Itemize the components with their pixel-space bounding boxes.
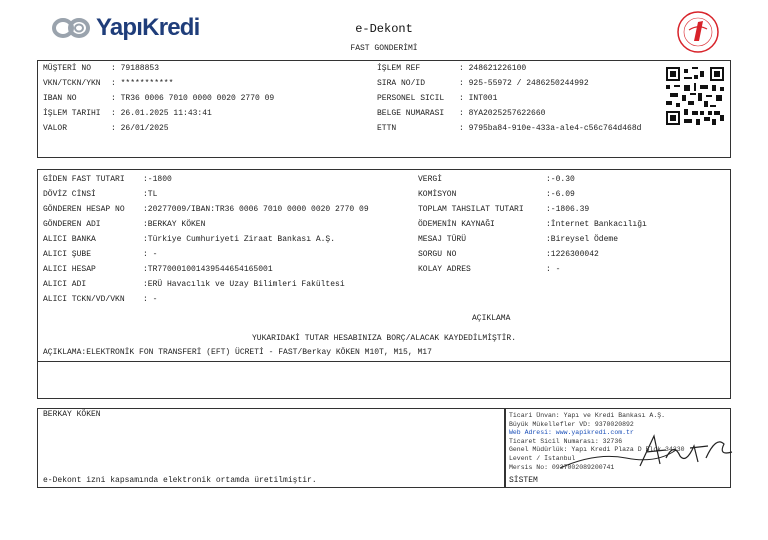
company-info-line[interactable]: Web Adresi: www.yapikredi.com.tr: [509, 429, 634, 437]
field-value: :1226300042: [546, 250, 599, 259]
field-row: [43, 190, 157, 200]
field-row: [43, 235, 335, 245]
field-label: TOPLAM TAHSILAT TUTARI: [418, 205, 524, 214]
field-row: [418, 250, 599, 260]
field-value: : INT001: [459, 94, 498, 103]
field-label: MÜŞTERİ NO: [43, 64, 92, 73]
field-row: [43, 94, 274, 104]
record-note: YUKARIDAKİ TUTAR HESABINIZA BORÇ/ALACAK KAYDEDİLMİŞTİR.: [251, 334, 517, 343]
field-value: : 248621226100: [459, 64, 527, 73]
field-value: : 9795ba84-910e-433a-ale4-c56c764d468d: [459, 124, 642, 133]
field-value: :20277009/IBAN:TR36 0006 7010 0000 0020 2770 09: [143, 205, 369, 214]
field-row: [418, 205, 589, 215]
field-row: [43, 295, 157, 305]
field-value: :BERKAY KÖKEN: [143, 220, 206, 229]
field-label: GÖNDEREN ADI: [43, 220, 101, 229]
description-text: AÇIKLAMA:ELEKTRONİK FON TRANSFERİ (EFT) ÜCRETİ - FAST/Berkay KÖKEN M10T, M15, M17: [43, 348, 432, 357]
company-info-line: Büyük Mükellefler VD: 9370020892: [509, 420, 634, 428]
field-label: SIRA NO/ID: [377, 79, 426, 88]
field-value: : -: [143, 295, 158, 304]
field-row: [377, 64, 526, 74]
field-value: : -: [143, 250, 158, 259]
field-value: :İnternet Bankacılığı: [546, 220, 647, 229]
aciklama-label: AÇIKLAMA: [472, 314, 511, 323]
field-label: VALOR: [43, 124, 68, 133]
field-row: [43, 280, 345, 290]
field-row: [43, 220, 205, 230]
field-row: [418, 175, 575, 185]
field-label: ÖDEMENİN KAYNAĞI: [418, 220, 495, 229]
field-value: :ERÜ Havacılık ve Uzay Bilimleri Fakültesi: [143, 280, 345, 289]
field-value: :Türkiye Cumhuriyeti Ziraat Bankası A.Ş.: [143, 235, 336, 244]
system-label: SİSTEM: [509, 476, 538, 485]
field-row: [43, 124, 169, 134]
field-label: PERSONEL SICIL: [377, 94, 445, 103]
field-value: : ***********: [111, 79, 174, 88]
field-value: :-6.09: [546, 190, 575, 199]
document-title: e-Dekont: [355, 22, 413, 36]
field-label: ALICI ADI: [43, 280, 87, 289]
field-row: [377, 94, 497, 104]
company-info-line: Levent / İstanbul: [509, 455, 576, 462]
bank-logo: [52, 14, 200, 42]
field-label: IBAN NO: [43, 94, 77, 103]
field-value: : -: [546, 265, 561, 274]
field-label: ALICI HESAP: [43, 265, 96, 274]
field-row: [43, 64, 159, 74]
field-row: [377, 79, 589, 89]
field-value: :-1800: [143, 175, 172, 184]
signature-icon: [556, 428, 736, 476]
company-info-line: Ticaret Sicil Numarası: 32736: [509, 437, 623, 445]
field-value: : 26.01.2025 11:43:41: [111, 109, 212, 118]
field-label: İŞLEM TARIHI: [43, 109, 101, 118]
field-label: ALICI TCKN/VD/VKN: [43, 295, 125, 304]
field-label: ETTN: [377, 124, 397, 133]
field-label: GİDEN FAST TUTARI: [43, 175, 125, 184]
field-value: : TR36 0006 7010 0000 0020 2770 09: [111, 94, 275, 103]
bank-name: YapıKredi: [96, 14, 200, 41]
seal-icon: [672, 10, 724, 54]
company-info-line: Mersis No: 0937002089200741: [509, 463, 615, 471]
field-row: [43, 265, 273, 275]
field-label: DÖVİZ CİNSİ: [43, 190, 96, 199]
field-row: [418, 235, 618, 245]
field-value: : 8YA2025257622660: [459, 109, 546, 118]
field-value: : 26/01/2025: [111, 124, 169, 133]
field-row: [43, 175, 172, 185]
field-row: [377, 124, 641, 134]
field-label: VERGİ: [418, 175, 443, 184]
field-label: VKN/TCKN/YKN: [43, 79, 101, 88]
field-row: [418, 220, 647, 230]
company-info-line: Genel Müdürlük: Yapı Kredi Plaza D Blok 34330: [509, 446, 685, 454]
field-row: [43, 250, 157, 260]
document-subtitle: FAST GONDERİMİ: [350, 44, 418, 53]
field-label: MESAJ TÜRÜ: [418, 235, 467, 244]
field-value: :-0.30: [546, 175, 575, 184]
field-value: : 925-55972 / 2486250244992: [459, 79, 589, 88]
field-label: ALICI BANKA: [43, 235, 96, 244]
field-value: : 79188853: [111, 64, 160, 73]
field-row: [377, 109, 545, 119]
yapikredi-logo-icon: [52, 17, 92, 39]
field-label: SORGU NO: [418, 250, 457, 259]
field-row: [43, 205, 369, 215]
field-row: [418, 190, 575, 200]
field-value: :Bireysel Ödeme: [546, 235, 619, 244]
field-label: İŞLEM REF: [377, 64, 421, 73]
qr-code-icon: [666, 66, 724, 126]
customer-name: BERKAY KÖKEN: [43, 410, 101, 419]
field-label: KOLAY ADRES: [418, 265, 471, 274]
field-value: :-1806.39: [546, 205, 590, 214]
field-row: [43, 109, 212, 119]
field-label: BELGE NUMARASI: [377, 109, 445, 118]
field-value: :TL: [143, 190, 158, 199]
field-label: KOMİSYON: [418, 190, 457, 199]
field-row: [418, 265, 560, 275]
field-label: ALICI ŞUBE: [43, 250, 92, 259]
field-label: GÖNDEREN HESAP NO: [43, 205, 125, 214]
field-value: :TR770001001439544654165001: [143, 265, 273, 274]
company-info-line: Ticari Ünvan: Yapı ve Kredi Bankası A.Ş.: [509, 412, 666, 419]
field-row: [43, 79, 173, 89]
edekont-note: e-Dekont izni kapsamında elektronik ortamda üretilmiştir.: [43, 476, 317, 485]
